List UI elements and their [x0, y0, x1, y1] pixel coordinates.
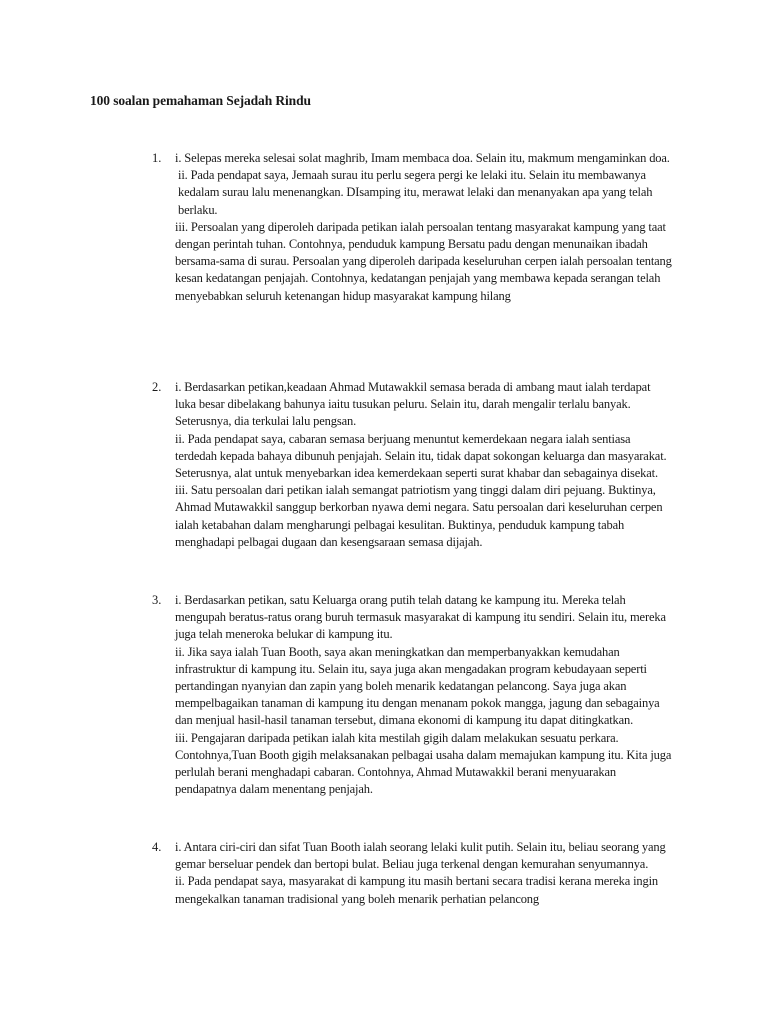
answer-body — [175, 379, 673, 551]
question-number: 1. — [152, 151, 162, 165]
answer-part-i: i. Antara ciri-ciri dan sifat Tuan Booth ialah seorang lelaki kulit putih. Selain itu, beliau seorang yang gemar berseluar pendek dan bertopi bulat. Beliau juga terkenal dengan kemurahan senyumannya. — [175, 840, 666, 872]
answer-part-ii: ii. Pada pendapat saya, masyarakat di kampung itu masih bertani secara tradisi kerana mereka ingin mengekalkan tanaman tradisional yang boleh menarik perhatian pelancong — [175, 874, 659, 906]
answer-part-i: i. Berdasarkan petikan, satu Keluarga orang putih telah datang ke kampung itu. Mereka telah mengupah beratus-ratus orang buruh termasuk masyarakat di kampung itu sendiri. Selain itu, mereka juga telah meneroka belukar di kampung itu. — [175, 593, 666, 642]
answer-body — [175, 150, 673, 305]
answer-part-i: i. Berdasarkan petikan,keadaan Ahmad Mutawakkil semasa berada di ambang maut ialah terdapat luka besar dibelakang bahunya iaitu tusukan peluru. Selain itu, darah mengalir terlalu banyak. Seterusnya, dia terkulai lalu pengsan. — [175, 380, 651, 429]
question-4 — [0, 839, 673, 908]
answer-part-iii: iii. Pengajaran daripada petikan ialah kita mestilah gigih dalam melakukan sesuatu perkara. Contohnya,Tuan Booth gigih melaksanakan pelbagai usaha dalam memajukan kampung itu. Kita juga perlulah berani menghadapi cabaran. Contohnya, Ahmad Mutawakkil berani menyuarakan pendapatnya dalam menentang penjajah. — [175, 730, 672, 797]
question-number: 3. — [152, 593, 162, 607]
answer-part-ii: ii. Jika saya ialah Tuan Booth, saya akan meningkatkan dan memperbanyakkan kemudahan infrastruktur di kampung itu. Selain itu, saya juga akan mengadakan program kebudayaan seperti pertandingan nyanyian dan zapin yang boleh menarik kedatangan pelancong. Saya juga akan mempelbagaikan tanaman di kampung itu dengan menanam pokok mangga, jagung dan sebagainya dan menjual hasil-hasil tanaman tersebut, dimana ekonomi di kampung itu dapat ditingkatkan. — [175, 644, 660, 728]
answer-part-i: i. Selepas mereka selesai solat maghrib, Imam membaca doa. Selain itu, makmum mengaminkan doa. — [175, 151, 670, 165]
answer-part-iii: iii. Satu persoalan dari petikan ialah semangat patriotism yang tinggi dalam diri pejuang. Buktinya, Ahmad Mutawakkil sanggup berkorban nyawa demi negara. Satu persoalan dari keseluruhan cerpen ialah ketabahan dalam mengharungi pelbagai kesulitan. Buktinya, penduduk kampung tabah menghadapi pelbagai dugaan dan kesengsaraan semasa dijajah. — [175, 483, 663, 549]
document-title: 100 soalan pemahaman Sejadah Rindu — [90, 93, 311, 108]
question-2 — [0, 379, 673, 551]
question-3 — [0, 592, 673, 798]
question-number: 4. — [152, 840, 162, 854]
question-1 — [0, 150, 673, 305]
answer-body — [175, 592, 673, 798]
answer-part-ii: ii. Pada pendapat saya, cabaran semasa berjuang menuntut kemerdekaan negara ialah sentiasa terdedah kepada bahaya dibunuh penjajah. Selain itu, tidak dapat sokongan keluarga dan masyarakat. Seterusnya, alat untuk menyebarkan idea kemerdekaan seperti surat khabar dan sebagainya disekat. — [175, 431, 667, 481]
answer-body — [175, 839, 673, 908]
answer-part-ii: ii. Pada pendapat saya, Jemaah surau itu perlu segera pergi ke lelaki itu. Selain itu membawanya kedalam surau lalu menenangkan. DIsamping itu, merawat lelaki dan menanyakan apa yang telah berlaku. — [178, 168, 653, 217]
question-number: 2. — [152, 380, 162, 394]
answer-part-iii: iii. Persoalan yang diperoleh daripada petikan ialah persoalan tentang masyarakat kampung yang taat dengan perintah tuhan. Contohnya, penduduk kampung Bersatu padu dengan menunaikan ibadah bersama-sama di surau. Persoalan yang diperoleh daripada keseluruhan cerpen ialah persoalan tentang kesan kedatangan penjajah. Contohnya, kedatangan penjajah yang membawa kepada serangan telah menyebabkan seluruh ketenangan hidup masyarakat kampung hilang — [175, 219, 672, 303]
